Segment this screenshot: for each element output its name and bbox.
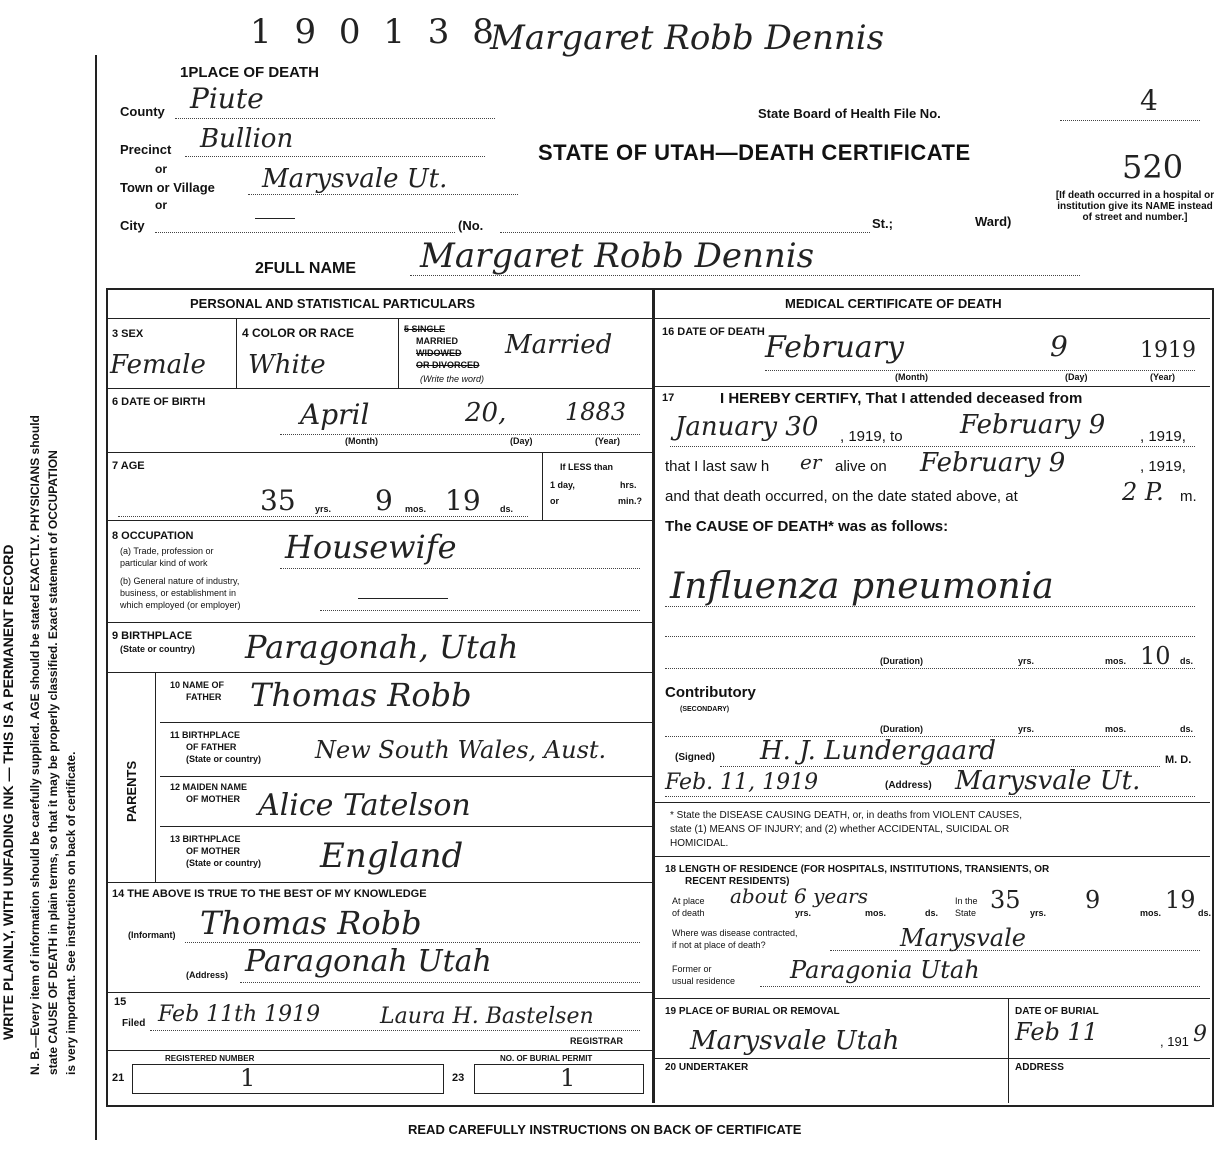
contracted-value: Marysvale [900, 924, 1026, 952]
sex-value: Female [110, 350, 206, 380]
row-line [654, 1058, 1210, 1059]
cert-her: er [800, 450, 822, 474]
dotted-line [665, 668, 1195, 669]
duration-yrs-1: yrs. [1018, 656, 1035, 666]
cert-text-3: and that death occurred, on the date stated above, at [665, 488, 1018, 505]
row-line [106, 318, 652, 319]
col-line [236, 318, 237, 388]
in-state-mos-label: mos. [1140, 908, 1162, 918]
row-line [106, 882, 652, 883]
birthplace-sub: (State or country) [120, 644, 196, 654]
town-label: Town or Village [120, 180, 215, 195]
sex-label: 3 SEX [112, 328, 144, 340]
occupation-b: (b) General nature of industry, [120, 576, 240, 586]
contracted-2: if not at place of death? [672, 940, 766, 950]
in-state-2: State [955, 908, 977, 918]
age-yrs: yrs. [315, 504, 332, 514]
cert-last-seen: February 9 [920, 448, 1066, 478]
footer-text: READ CAREFULLY INSTRUCTIONS ON BACK OF CERTIFICATE [408, 1122, 802, 1137]
dod-day: 9 [1050, 330, 1068, 363]
in-state-yrs-label: yrs. [1030, 908, 1047, 918]
min-label: min.? [618, 496, 642, 506]
burial-date: Feb 11 [1015, 1018, 1099, 1046]
dob-day: 20, [465, 398, 507, 428]
secondary-label: (SECONDARY) [680, 706, 730, 713]
col-line [398, 318, 399, 388]
dod-day-caption: (Day) [1065, 372, 1088, 382]
age-months: 9 [375, 484, 393, 517]
precinct-label: Precinct [120, 142, 172, 157]
residence-label-2: RECENT RESIDENTS) [685, 876, 790, 887]
dod-year-caption: (Year) [1150, 372, 1176, 382]
cert-m: m. [1180, 488, 1197, 505]
less-than-label: If LESS than [560, 462, 614, 472]
st-label: St.; [872, 216, 893, 231]
town-line [248, 194, 518, 195]
filed-label: Filed [122, 1018, 146, 1029]
col-line [542, 452, 543, 520]
cert-to: February 9 [960, 410, 1106, 440]
signed-label: (Signed) [675, 752, 715, 763]
fbp-label-2: OF FATHER [186, 742, 237, 752]
former-value: Paragonia Utah [790, 956, 980, 984]
row-line [106, 388, 652, 389]
hrs-label: hrs. [620, 480, 637, 490]
county-label: County [120, 104, 165, 119]
row-line [106, 452, 652, 453]
marital-married: MARRIED [416, 336, 458, 346]
ward-label: Ward) [975, 214, 1012, 229]
dotted-line [830, 950, 1200, 951]
cert-from-year: , 1919, to [840, 428, 903, 445]
row-line [654, 856, 1210, 857]
undertaker-address-label: ADDRESS [1015, 1062, 1064, 1073]
marital-divorced: OR DIVORCED [416, 360, 480, 370]
cause-label: The CAUSE OF DEATH* was as follows: [665, 518, 949, 535]
col-line [1008, 1058, 1009, 1103]
filed-value: Feb 11th 1919 [158, 1002, 321, 1027]
dotted-line [240, 982, 640, 983]
burial-value: Marysvale Utah [690, 1026, 900, 1056]
dod-label: 16 DATE OF DEATH [662, 326, 765, 338]
or-2: or [155, 198, 167, 212]
certificate-number: 520 [1122, 148, 1184, 186]
age-label: 7 AGE [112, 460, 145, 472]
file-no-label: State Board of Health File No. [758, 106, 941, 121]
sign-address: Marysvale Ut. [955, 766, 1141, 796]
full-name-label: 2FULL NAME [255, 260, 357, 277]
at-place-yrs: yrs. [795, 908, 812, 918]
occupation-a2: particular kind of work [120, 558, 208, 568]
cert-text-2a: that I last saw h [665, 458, 770, 475]
top-name-handwritten: Margaret Robb Dennis [490, 18, 885, 58]
duration-mos-1: mos. [1105, 656, 1127, 666]
parents-divider [155, 672, 156, 882]
or-min-label: or [550, 496, 559, 506]
marital-write: (Write the word) [420, 374, 485, 384]
occupation-b3: which employed (or employer) [120, 600, 241, 610]
precinct-line [185, 156, 485, 157]
cert-text-1: I HEREBY CERTIFY, That I attended deceased from [720, 390, 1083, 407]
dotted-line [765, 370, 1195, 371]
margin-line-1: WRITE PLAINLY, WITH UNFADING INK — THIS IS A PERMANENT RECORD [0, 544, 16, 1040]
sign-address-label: (Address) [885, 780, 932, 791]
hospital-note: [If death occurred in a hospital or institution give its NAME instead of street and number.] [1055, 190, 1215, 223]
contributory-label: Contributory [665, 684, 756, 701]
center-divider [652, 288, 655, 1103]
town-value: Marysvale Ut. [262, 164, 448, 194]
no-line [500, 232, 870, 233]
address-label: (Address) [186, 970, 229, 980]
dod-year: 1919 [1140, 338, 1196, 363]
city-dash [255, 218, 295, 219]
burial-permit-prefix: 23 [452, 1072, 465, 1084]
or-1: or [155, 162, 167, 176]
former-2: usual residence [672, 976, 736, 986]
row-line [654, 318, 1210, 319]
cert-from: January 30 [675, 412, 819, 442]
dotted-line [670, 446, 1195, 447]
dob-day-caption: (Day) [510, 436, 533, 446]
dotted-line [150, 1030, 640, 1031]
filed-num: 15 [114, 996, 127, 1008]
burial-label: 19 PLACE OF BURIAL OR REMOVAL [665, 1006, 840, 1017]
former-1: Former or [672, 964, 712, 974]
reg-num-label: REGISTERED NUMBER [165, 1054, 255, 1063]
cert-text-2b: alive on [835, 458, 887, 475]
age-days: 19 [445, 484, 481, 517]
reg-num-prefix: 21 [112, 1072, 125, 1084]
duration-days: 10 [1140, 642, 1171, 670]
occupation-a: (a) Trade, profession or [120, 546, 214, 556]
birthplace-label: 9 BIRTHPLACE [112, 630, 193, 642]
reg-num-value: 1 [240, 1064, 256, 1092]
cert-time: 2 P. [1122, 478, 1164, 506]
row-line [106, 622, 652, 623]
mother-value: Alice Tatelson [258, 788, 471, 823]
occupation-value: Housewife [285, 528, 457, 566]
in-state-1: In the [955, 896, 978, 906]
duration-ds-2: ds. [1180, 724, 1194, 734]
full-name-value: Margaret Robb Dennis [420, 236, 815, 276]
fbp-label-3: (State or country) [186, 754, 262, 764]
dob-year: 1883 [565, 398, 627, 426]
registrar-signature: Laura H. Bastelsen [380, 1004, 594, 1029]
row-line [654, 802, 1210, 803]
cause-value: Influenza pneumonia [670, 566, 1054, 607]
informant-statement: 14 THE ABOVE IS TRUE TO THE BEST OF MY KNOWLEDGE [112, 888, 427, 900]
mother-label-1: 12 MAIDEN NAME [170, 782, 248, 792]
age-ds: ds. [500, 504, 514, 514]
dotted-line [280, 568, 640, 569]
marital-single: 5 SINGLE [404, 324, 446, 334]
margin-line-3: state CAUSE OF DEATH in plain terms, so that it may be properly classified. Exact statement of OCCUPATION [46, 450, 60, 1075]
signed-value: H. J. Lundergaard [760, 736, 997, 766]
occupation-b2: business, or establishment in [120, 588, 237, 598]
dod-month: February [765, 330, 904, 365]
burial-year-digit: 9 [1193, 1022, 1207, 1047]
footnote-3: HOMICIDAL. [670, 838, 729, 849]
col-line [1008, 998, 1009, 1058]
age-mos: mos. [405, 504, 427, 514]
place-of-death-label: 1PLACE OF DEATH [180, 64, 319, 81]
marital-widowed: WIDOWED [416, 348, 462, 358]
burial-permit-box [474, 1064, 644, 1094]
at-place-value: about 6 years [730, 884, 869, 908]
reg-num-box [132, 1064, 444, 1094]
dob-month: April [300, 398, 370, 431]
row-line [160, 776, 652, 777]
county-value: Piute [190, 82, 264, 115]
row-line [160, 826, 652, 827]
dod-month-caption: (Month) [895, 372, 928, 382]
at-place-1: At place [672, 896, 705, 906]
burial-permit-value: 1 [560, 1064, 576, 1092]
dotted-line [118, 516, 528, 517]
dash-line [358, 598, 448, 599]
in-state-mos: 9 [1085, 886, 1101, 914]
burial-year: , 191 [1160, 1034, 1189, 1049]
residence-label-1: 18 LENGTH OF RESIDENCE (FOR HOSPITALS, INSTITUTIONS, TRANSIENTS, OR [665, 864, 1050, 875]
row-line [106, 1050, 652, 1051]
one-day-label: 1 day, [550, 480, 575, 490]
color-label: 4 COLOR OR RACE [242, 326, 355, 340]
dotted-line [760, 986, 1200, 987]
contracted-1: Where was disease contracted, [672, 928, 798, 938]
mbp-label-3: (State or country) [186, 858, 262, 868]
dotted-line [320, 610, 640, 611]
registrar-label: REGISTRAR [570, 1036, 624, 1046]
row-line [106, 992, 652, 993]
row-line [106, 520, 652, 521]
cert-last-year: , 1919, [1140, 458, 1186, 475]
personal-heading: PERSONAL AND STATISTICAL PARTICULARS [190, 296, 476, 311]
dob-label: 6 DATE OF BIRTH [112, 396, 206, 408]
cert-num: 17 [662, 392, 675, 404]
certificate-title: STATE OF UTAH—DEATH CERTIFICATE [538, 140, 971, 165]
mbp-label-2: OF MOTHER [186, 846, 240, 856]
at-place-ds: ds. [925, 908, 939, 918]
birthplace-value: Paragonah, Utah [245, 628, 519, 666]
in-state-ds: 19 [1165, 886, 1196, 914]
father-label-2: FATHER [186, 692, 222, 702]
margin-line-4: is very important. See instructions on back of certificate. [64, 751, 78, 1075]
cert-to-year: , 1919, [1140, 428, 1186, 445]
row-line [654, 386, 1210, 387]
duration-label-1: (Duration) [880, 656, 923, 666]
file-no-value: 4 [1140, 84, 1158, 117]
undertaker-label: 20 UNDERTAKER [665, 1062, 749, 1073]
address-value: Paragonah Utah [245, 944, 492, 979]
dob-month-caption: (Month) [345, 436, 378, 446]
fbp-label-1: 11 BIRTHPLACE [170, 730, 241, 740]
marital-value: Married [505, 330, 613, 360]
sign-date: Feb. 11, 1919 [665, 770, 819, 795]
row-line [106, 672, 652, 673]
duration-label-2: (Duration) [880, 724, 923, 734]
occupation-label: 8 OCCUPATION [112, 530, 194, 542]
informant-label: (Informant) [128, 930, 176, 940]
file-no-line [1060, 120, 1200, 121]
father-value: Thomas Robb [250, 676, 472, 714]
dotted-line [665, 636, 1195, 637]
in-state-yrs: 35 [990, 886, 1021, 914]
county-line [175, 118, 495, 119]
dotted-line [665, 606, 1195, 607]
in-state-ds-label: ds. [1198, 908, 1212, 918]
duration-ds-1: ds. [1180, 656, 1194, 666]
duration-mos-2: mos. [1105, 724, 1127, 734]
footnote-1: * State the DISEASE CAUSING DEATH, or, in deaths from VIOLENT CAUSES, [670, 810, 1022, 821]
burial-date-label: DATE OF BURIAL [1015, 1006, 1099, 1017]
informant-value: Thomas Robb [200, 904, 422, 942]
margin-line-2: N. B.—Every item of information should be carefully supplied. AGE should be stated EXACTLY. PHYSICIANS should [28, 415, 42, 1075]
parents-label: PARENTS [124, 760, 139, 822]
footnote-2: state (1) MEANS OF INJURY; and (2) whether ACCIDENTAL, SUICIDAL OR [670, 824, 1010, 835]
dotted-line [280, 434, 640, 435]
row-line [160, 722, 652, 723]
left-border [95, 55, 97, 1140]
row-line [654, 998, 1210, 999]
mother-label-2: OF MOTHER [186, 794, 240, 804]
mbp-value: England [320, 836, 464, 876]
duration-yrs-2: yrs. [1018, 724, 1035, 734]
father-label-1: 10 NAME OF [170, 680, 225, 690]
dotted-line [665, 796, 1195, 797]
dotted-line [185, 942, 640, 943]
precinct-value: Bullion [200, 124, 294, 154]
dob-year-caption: (Year) [595, 436, 621, 446]
color-value: White [248, 350, 326, 380]
age-years: 35 [260, 484, 296, 517]
at-place-2: of death [672, 908, 705, 918]
burial-permit-label: NO. OF BURIAL PERMIT [500, 1054, 593, 1063]
file-number-handwritten: 1 9 0 1 3 8 [250, 12, 500, 52]
md-label: M. D. [1165, 754, 1192, 766]
medical-heading: MEDICAL CERTIFICATE OF DEATH [785, 296, 1002, 311]
city-line [155, 232, 455, 233]
city-label: City [120, 218, 145, 233]
at-place-mos: mos. [865, 908, 887, 918]
no-label: (No. [458, 218, 484, 233]
fbp-value: New South Wales, Aust. [315, 736, 607, 764]
mbp-label-1: 13 BIRTHPLACE [170, 834, 241, 844]
